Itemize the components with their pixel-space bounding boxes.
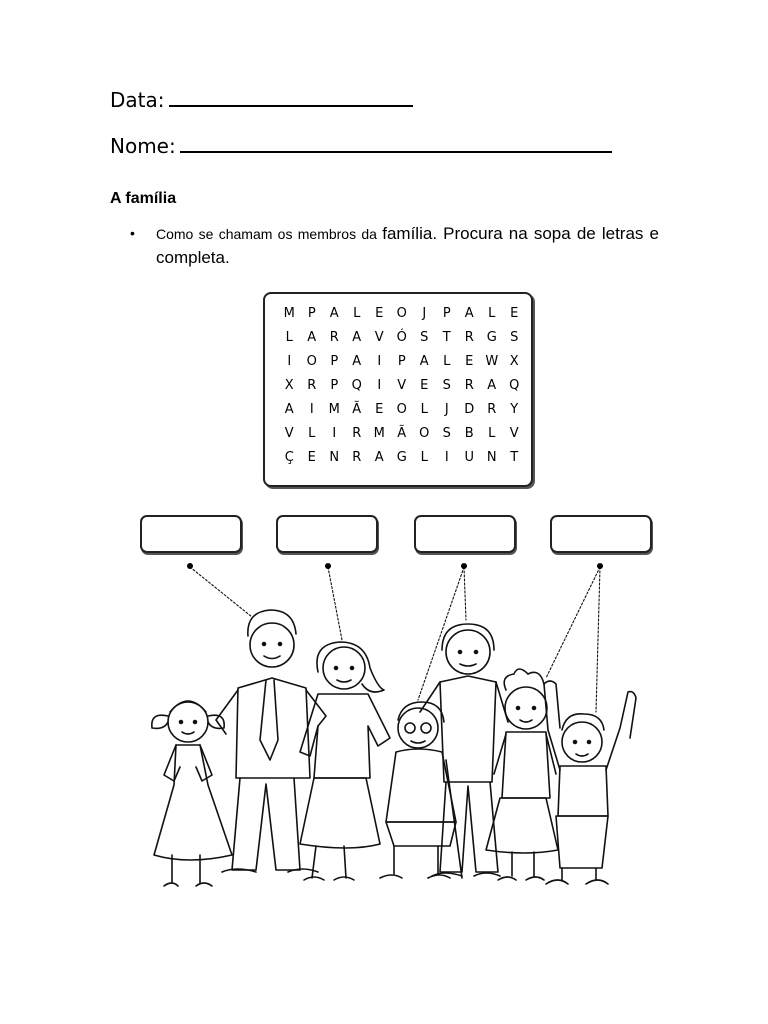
word-search-letter[interactable]: P [307,306,316,321]
word-search-letter[interactable]: L [285,330,293,345]
word-search-letter[interactable]: A [374,450,384,465]
word-search-letter[interactable]: V [509,426,519,441]
word-search-letter[interactable]: G [396,450,407,465]
date-label: Data: [110,88,165,112]
word-search-letter[interactable]: L [420,402,428,417]
word-search-letter[interactable]: I [377,354,382,369]
word-search-letter[interactable]: L [353,306,361,321]
word-search-letter[interactable]: Q [509,378,520,393]
word-search-letter[interactable]: O [306,354,317,369]
name-line[interactable] [180,131,612,153]
mother-figure [300,642,390,880]
word-search-letter[interactable]: Ã [352,402,362,417]
answer-box-2[interactable] [276,515,378,553]
father-figure [216,610,326,872]
word-search-letter[interactable]: J [444,402,449,417]
word-search-letter[interactable]: J [422,306,427,321]
word-search-row [278,402,526,426]
word-search-letter[interactable]: B [464,426,474,441]
word-search-row [278,426,526,450]
word-search-letter[interactable]: A [419,354,429,369]
word-search-letter[interactable]: P [330,378,339,393]
word-search-letter[interactable]: R [307,378,317,393]
word-search-letter[interactable]: P [397,354,406,369]
word-search-letter[interactable]: I [287,354,292,369]
word-search-letter[interactable]: E [375,306,384,321]
word-search-letter[interactable]: Ã [397,426,407,441]
word-search-letter[interactable]: E [375,402,384,417]
word-search-letter[interactable]: R [464,378,474,393]
instruction-part-1: Como se chamam os membros da [156,226,383,242]
date-field[interactable] [110,85,413,112]
date-line[interactable] [169,85,413,107]
answer-box-3[interactable] [414,515,516,553]
word-search-letter[interactable]: M [373,426,385,441]
daughter-figure [486,669,558,880]
word-search-letter[interactable]: A [487,378,497,393]
word-search-letter[interactable]: A [464,306,474,321]
grandmother-figure [380,702,462,878]
word-search-letter[interactable]: Ó [396,330,407,345]
word-search-letter[interactable]: V [397,378,407,393]
word-search-row [278,330,526,354]
word-search-letter[interactable]: O [419,426,430,441]
word-search-letter[interactable]: R [464,330,474,345]
grandfather-figure [420,624,508,876]
name-field[interactable] [110,131,612,158]
word-search-letter[interactable]: L [488,426,496,441]
word-search-letter[interactable]: Ç [284,450,294,465]
word-search-letter[interactable]: S [420,330,429,345]
word-search-letter[interactable]: O [396,306,407,321]
word-search-letter[interactable]: N [329,450,340,465]
word-search-letter[interactable]: T [442,330,451,345]
answer-box-1[interactable] [140,515,242,553]
connector-lines [190,567,600,712]
word-search-letter[interactable]: A [307,330,317,345]
word-search-letter[interactable]: M [283,306,295,321]
word-search-letter[interactable]: L [443,354,451,369]
word-search-row [278,378,526,402]
word-search-letter[interactable]: E [307,450,316,465]
instruction-part-2: família. Procura na sopa de letras e completa. [156,224,659,267]
word-search-letter[interactable]: P [442,306,451,321]
word-search-letter[interactable]: E [420,378,429,393]
word-search-letter[interactable]: X [509,354,519,369]
section-title: A família [110,190,177,207]
word-search-letter[interactable]: E [510,306,519,321]
word-search-letter[interactable]: O [396,402,407,417]
word-search-letter[interactable]: A [284,402,294,417]
girl-figure [152,701,232,886]
word-search-letter[interactable]: U [464,450,474,465]
bullet-icon: • [130,225,135,241]
word-search-letter[interactable]: S [510,330,519,345]
word-search-row [278,306,526,330]
word-search-letter[interactable]: L [308,426,316,441]
word-search-letter[interactable]: T [510,450,519,465]
name-label: Nome: [110,134,176,158]
word-search-letter[interactable]: G [486,330,497,345]
word-search-letter[interactable]: Y [510,402,519,417]
word-search-letter[interactable]: A [329,306,339,321]
word-search-box [263,292,533,487]
word-search-letter[interactable]: I [377,378,382,393]
word-search-letter[interactable]: V [374,330,384,345]
word-search-letter[interactable]: I [332,426,337,441]
word-search-letter[interactable]: E [465,354,474,369]
word-search-row [278,354,526,378]
word-search-letter[interactable]: D [464,402,475,417]
word-search-letter[interactable]: X [284,378,294,393]
word-search-row [278,450,526,474]
word-search-letter[interactable]: L [488,306,496,321]
word-search-letter[interactable]: S [442,378,451,393]
word-search-letter[interactable]: R [329,330,339,345]
word-search-letter[interactable]: A [352,330,362,345]
word-search-grid [278,306,526,474]
word-search-letter[interactable]: M [328,402,340,417]
word-search-letter[interactable]: R [352,426,362,441]
word-search-letter[interactable]: A [352,354,362,369]
word-search-letter[interactable]: S [442,426,451,441]
word-search-letter[interactable]: R [487,402,497,417]
word-search-letter[interactable]: V [284,426,294,441]
word-search-letter[interactable]: I [444,450,449,465]
answer-box-4[interactable] [550,515,652,553]
word-search-letter[interactable]: N [486,450,497,465]
son-figure [544,681,636,884]
connector-dots [187,563,603,569]
word-search-letter[interactable]: P [330,354,339,369]
instruction [130,222,659,270]
word-search-letter[interactable]: I [309,402,314,417]
word-search-letter[interactable]: W [485,354,499,369]
word-search-letter[interactable]: R [352,450,362,465]
word-search-letter[interactable]: L [420,450,428,465]
word-search-letter[interactable]: Q [351,378,362,393]
